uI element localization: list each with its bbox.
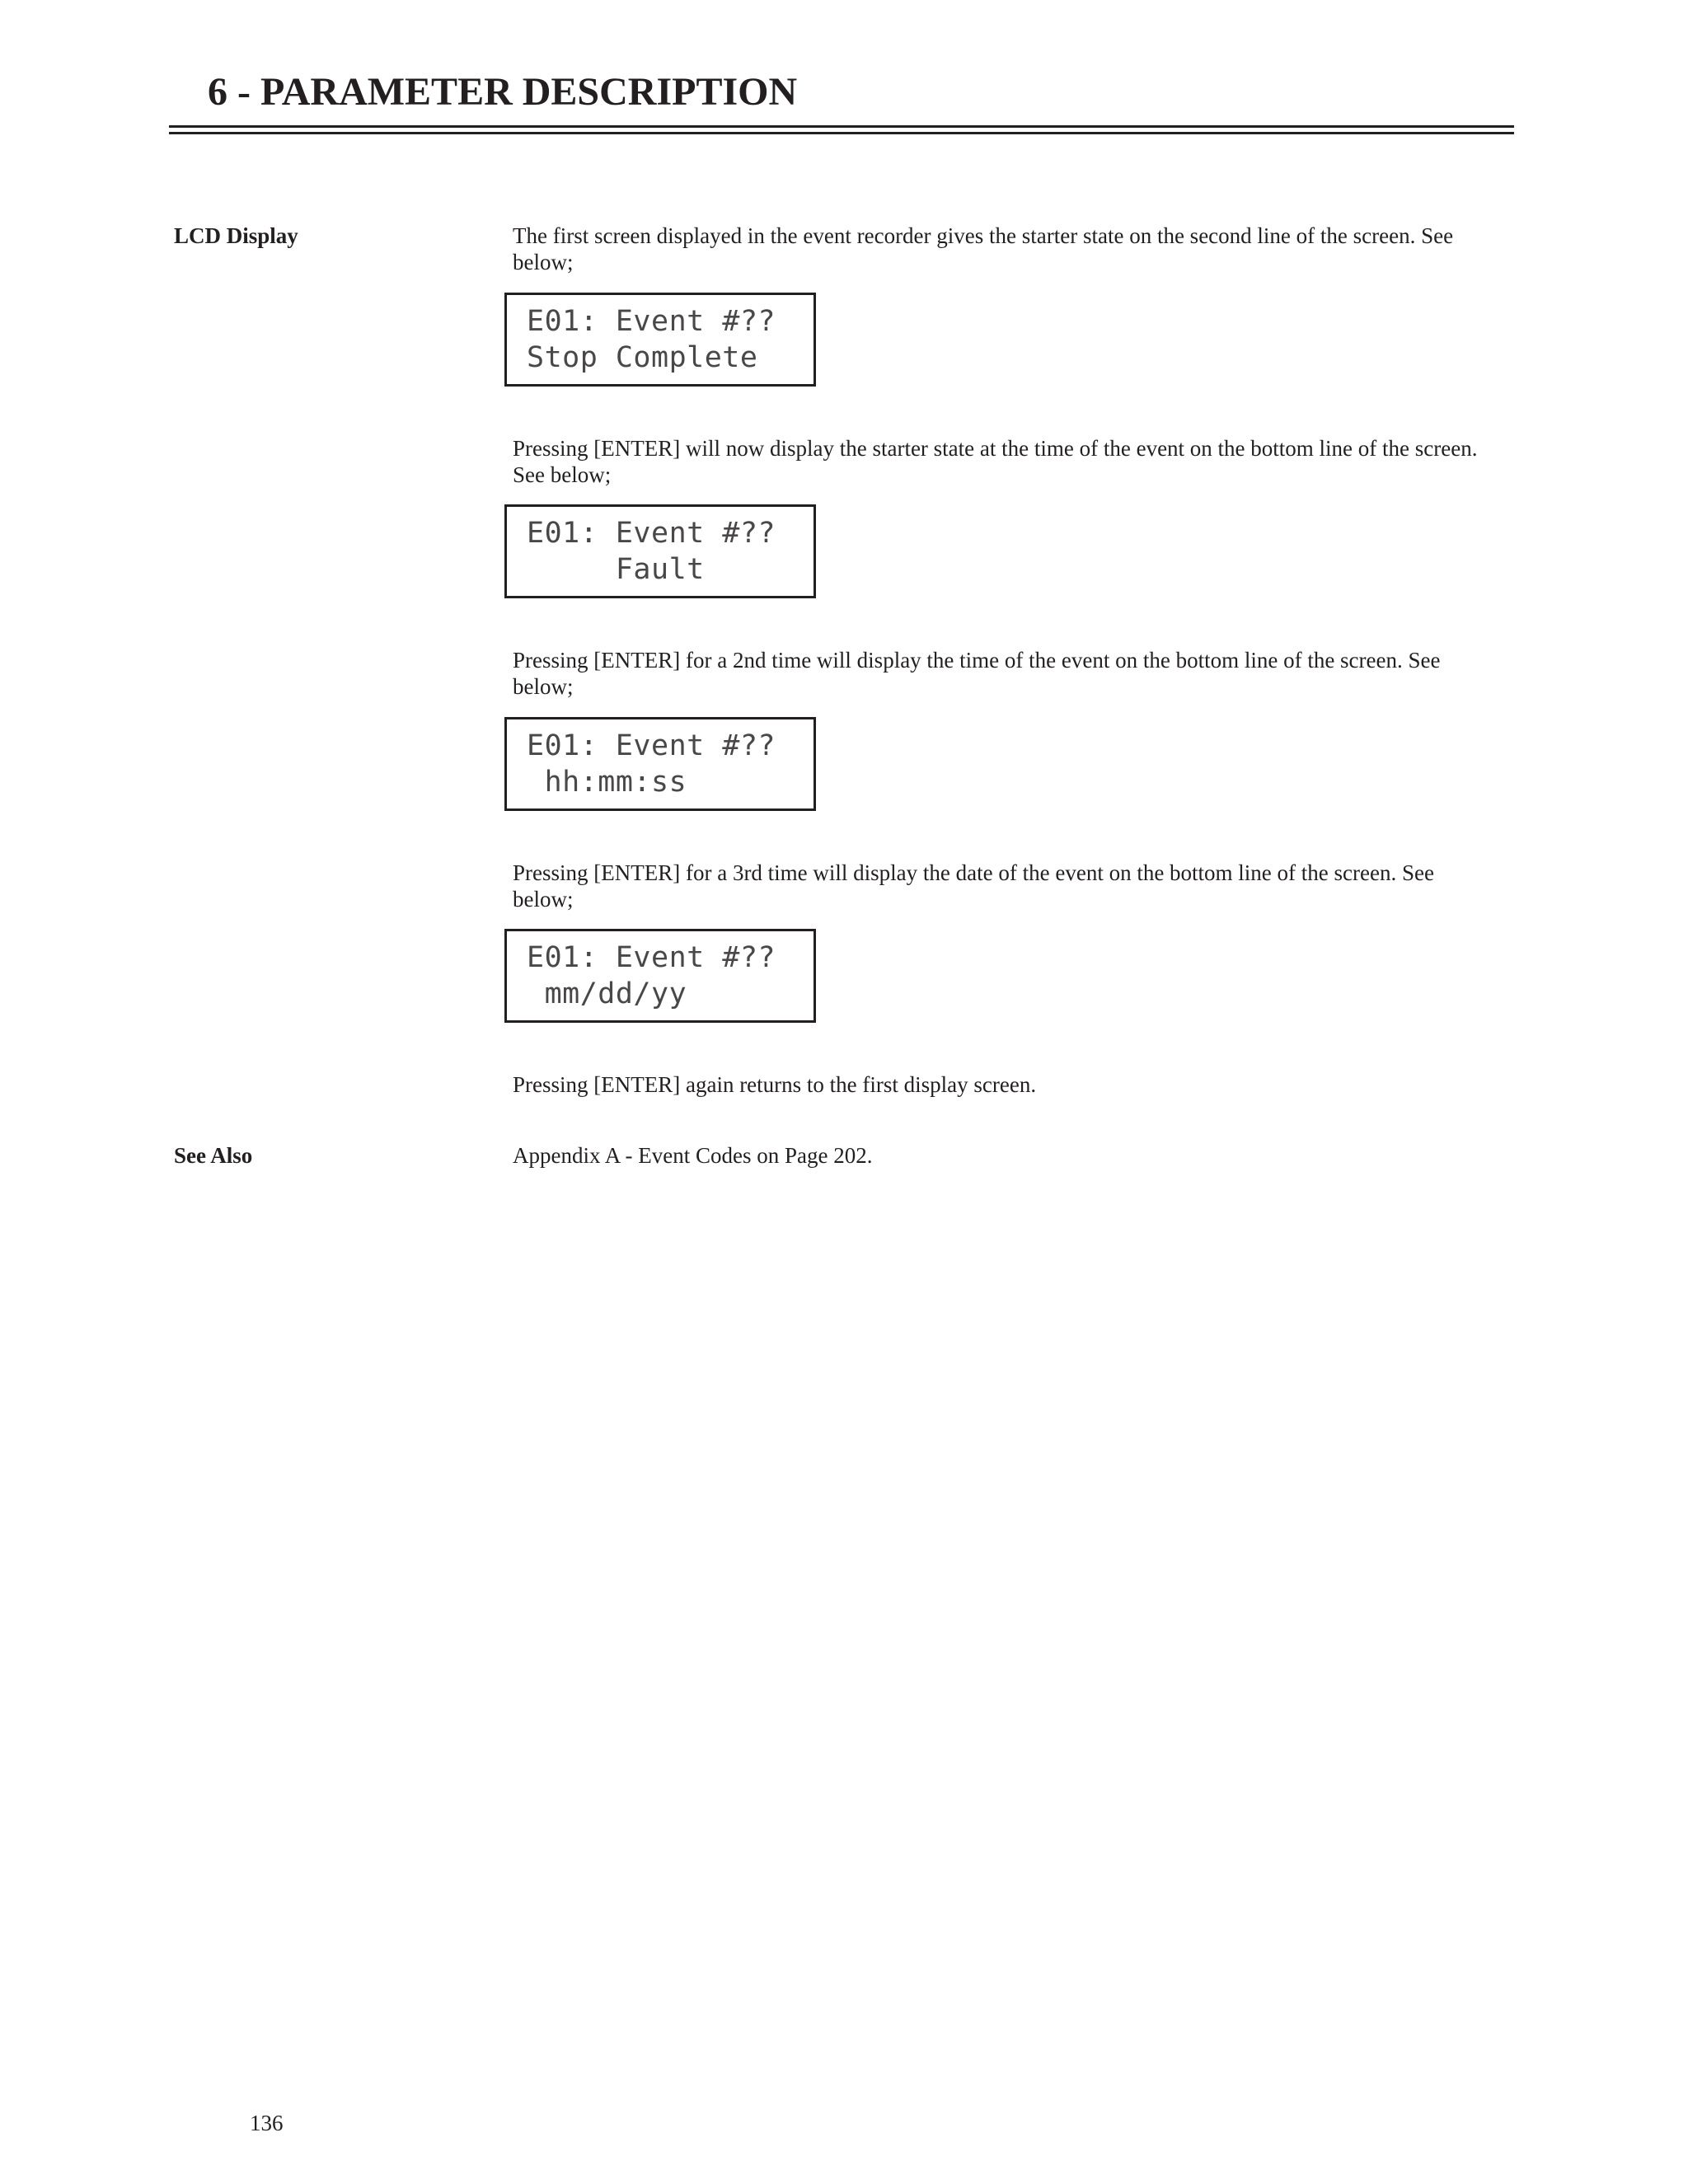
paragraph-enter-again: Pressing [ENTER] again returns to the first display screen. [513,1072,1037,1097]
lcd-screen-fault [504,504,816,598]
lcd-line-2: mm/dd/yy [527,977,687,1010]
lcd-screen-stop-complete [504,293,816,387]
lcd-line-2: Stop Complete [527,341,758,374]
see-also-label: See Also [174,1143,253,1168]
lcd-line-2: hh:mm:ss [527,766,687,799]
lcd-line-1: E01: Event #?? [527,941,776,974]
page-number: 136 [250,2111,284,2135]
lcd-display-label: LCD Display [174,223,298,248]
title-double-rule [169,125,1514,134]
paragraph-enter-date: Pressing [ENTER] for a 3rd time will display the date of the event on the bottom line of the screen. See below; [513,860,1434,912]
see-also-reference: Appendix A - Event Codes on Page 202. [513,1143,873,1168]
lcd-screen-time [504,717,816,811]
lcd-line-2: Fault [527,553,705,586]
paragraph-enter-state: Pressing [ENTER] will now display the starter state at the time of the event on the bottom line of the screen. See below; [513,436,1478,487]
paragraph-enter-time: Pressing [ENTER] for a 2nd time will display the time of the event on the bottom line of the screen. See below; [513,648,1441,699]
paragraph-first-screen: The first screen displayed in the event recorder gives the starter state on the second line of the screen. See below; [513,223,1454,274]
lcd-line-1: E01: Event #?? [527,305,776,338]
lcd-screen-date [504,929,816,1023]
page-title: 6 - PARAMETER DESCRIPTION [208,70,798,114]
lcd-line-1: E01: Event #?? [527,517,776,550]
lcd-line-1: E01: Event #?? [527,729,776,762]
